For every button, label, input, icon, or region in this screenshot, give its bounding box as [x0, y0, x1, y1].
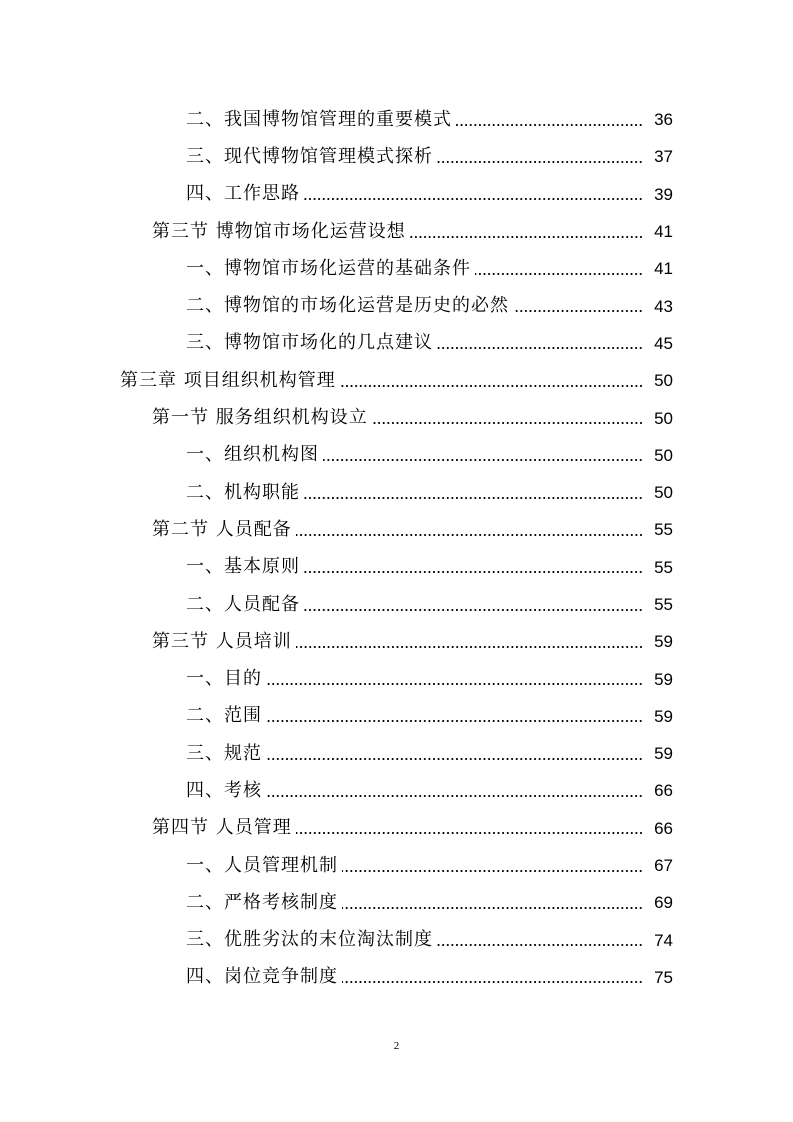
toc-entry[interactable]: [0, 847, 793, 884]
toc-entry-title: 二、范围: [186, 705, 262, 727]
toc-entry[interactable]: [0, 474, 793, 511]
toc-entry-title: 第三章 项目组织机构管理: [120, 369, 336, 391]
toc-dot-leader: [437, 160, 643, 164]
toc-dot-leader: [304, 496, 643, 500]
toc-entry-page: 41: [654, 259, 673, 279]
toc-entry-title: 二、人员配备: [186, 593, 300, 615]
toc-entry[interactable]: [0, 399, 793, 436]
toc-dot-leader: [304, 570, 643, 574]
toc-entry-page: 67: [654, 856, 673, 876]
toc-entry[interactable]: [0, 586, 793, 623]
toc-entry[interactable]: [0, 660, 793, 697]
toc-entry-page: 59: [654, 632, 673, 652]
toc-entry[interactable]: [0, 772, 793, 809]
toc-entry-title: 第四节 人员管理: [152, 817, 292, 839]
table-of-contents: [0, 101, 793, 996]
toc-entry[interactable]: [0, 176, 793, 213]
toc-entry-title: 一、组织机构图: [186, 444, 319, 466]
toc-entry-page: 59: [654, 669, 673, 689]
toc-entry[interactable]: [0, 362, 793, 399]
toc-entry[interactable]: [0, 287, 793, 324]
toc-entry-title: 二、博物馆的市场化运营是历史的必然: [186, 295, 509, 317]
toc-entry[interactable]: [0, 810, 793, 847]
toc-entry-page: 50: [654, 408, 673, 428]
toc-entry-title: 四、考核: [186, 779, 262, 801]
toc-entry-title: 二、我国博物馆管理的重要模式: [186, 108, 452, 130]
toc-entry-title: 三、现代博物馆管理模式探析: [186, 145, 433, 167]
toc-dot-leader: [342, 980, 643, 984]
toc-dot-leader: [266, 682, 643, 686]
toc-dot-leader: [410, 235, 643, 239]
toc-entry-page: 74: [654, 930, 673, 950]
toc-entry-page: 37: [654, 147, 673, 167]
toc-entry[interactable]: [0, 623, 793, 660]
toc-entry[interactable]: [0, 735, 793, 772]
toc-entry-title: 四、工作思路: [186, 183, 300, 205]
toc-dot-leader: [266, 794, 643, 798]
toc-dot-leader: [304, 197, 643, 201]
toc-entry[interactable]: [0, 101, 793, 138]
toc-entry-title: 三、规范: [186, 742, 262, 764]
toc-dot-leader: [296, 645, 643, 649]
toc-entry[interactable]: [0, 325, 793, 362]
toc-entry[interactable]: [0, 698, 793, 735]
toc-entry[interactable]: [0, 437, 793, 474]
toc-entry-page: 66: [654, 818, 673, 838]
toc-dot-leader: [475, 272, 643, 276]
toc-entry-page: 41: [654, 222, 673, 242]
toc-entry-title: 一、基本原则: [186, 556, 300, 578]
toc-entry-page: 75: [654, 967, 673, 987]
toc-entry-page: 66: [654, 781, 673, 801]
toc-entry[interactable]: [0, 213, 793, 250]
toc-dot-leader: [323, 458, 643, 462]
toc-entry-title: 一、目的: [186, 668, 262, 690]
toc-dot-leader: [296, 533, 643, 537]
toc-entry-title: 三、优胜劣汰的末位淘汰制度: [186, 929, 433, 951]
toc-dot-leader: [513, 309, 643, 313]
toc-entry-page: 55: [654, 557, 673, 577]
toc-entry[interactable]: [0, 922, 793, 959]
toc-entry[interactable]: [0, 884, 793, 921]
toc-entry[interactable]: [0, 138, 793, 175]
toc-entry-title: 第三节 人员培训: [152, 630, 292, 652]
toc-entry-page: 50: [654, 483, 673, 503]
toc-dot-leader: [342, 869, 643, 873]
toc-entry-page: 36: [654, 110, 673, 130]
toc-entry-title: 一、人员管理机制: [186, 854, 338, 876]
toc-entry-title: 三、博物馆市场化的几点建议: [186, 332, 433, 354]
toc-entry-title: 第一节 服务组织机构设立: [152, 407, 368, 429]
toc-entry-title: 四、岗位竞争制度: [186, 966, 338, 988]
toc-entry[interactable]: [0, 511, 793, 548]
toc-dot-leader: [437, 346, 643, 350]
toc-entry-title: 二、机构职能: [186, 481, 300, 503]
toc-entry-page: 69: [654, 893, 673, 913]
toc-dot-leader: [342, 906, 643, 910]
toc-entry-page: 39: [654, 184, 673, 204]
toc-entry-page: 55: [654, 520, 673, 540]
toc-dot-leader: [266, 719, 643, 723]
toc-entry-page: 50: [654, 445, 673, 465]
toc-dot-leader: [456, 123, 643, 127]
toc-dot-leader: [437, 943, 643, 947]
toc-entry-title: 二、严格考核制度: [186, 891, 338, 913]
page-number: 2: [393, 1040, 400, 1052]
toc-entry[interactable]: [0, 250, 793, 287]
toc-entry-page: 59: [654, 744, 673, 764]
toc-entry-title: 一、博物馆市场化运营的基础条件: [186, 257, 471, 279]
toc-entry[interactable]: [0, 959, 793, 996]
toc-entry-page: 45: [654, 333, 673, 353]
toc-entry-page: 55: [654, 595, 673, 614]
toc-entry-page: 50: [654, 371, 673, 391]
toc-dot-leader: [304, 608, 643, 612]
toc-dot-leader: [372, 421, 643, 425]
toc-dot-leader: [266, 757, 643, 761]
toc-dot-leader: [340, 384, 643, 388]
toc-dot-leader: [296, 831, 643, 835]
toc-entry-page: 43: [654, 296, 673, 316]
toc-entry-title: 第三节 博物馆市场化运营设想: [152, 220, 406, 242]
toc-entry[interactable]: [0, 549, 793, 586]
toc-entry-page: 59: [654, 706, 673, 726]
toc-entry-title: 第二节 人员配备: [152, 518, 292, 540]
